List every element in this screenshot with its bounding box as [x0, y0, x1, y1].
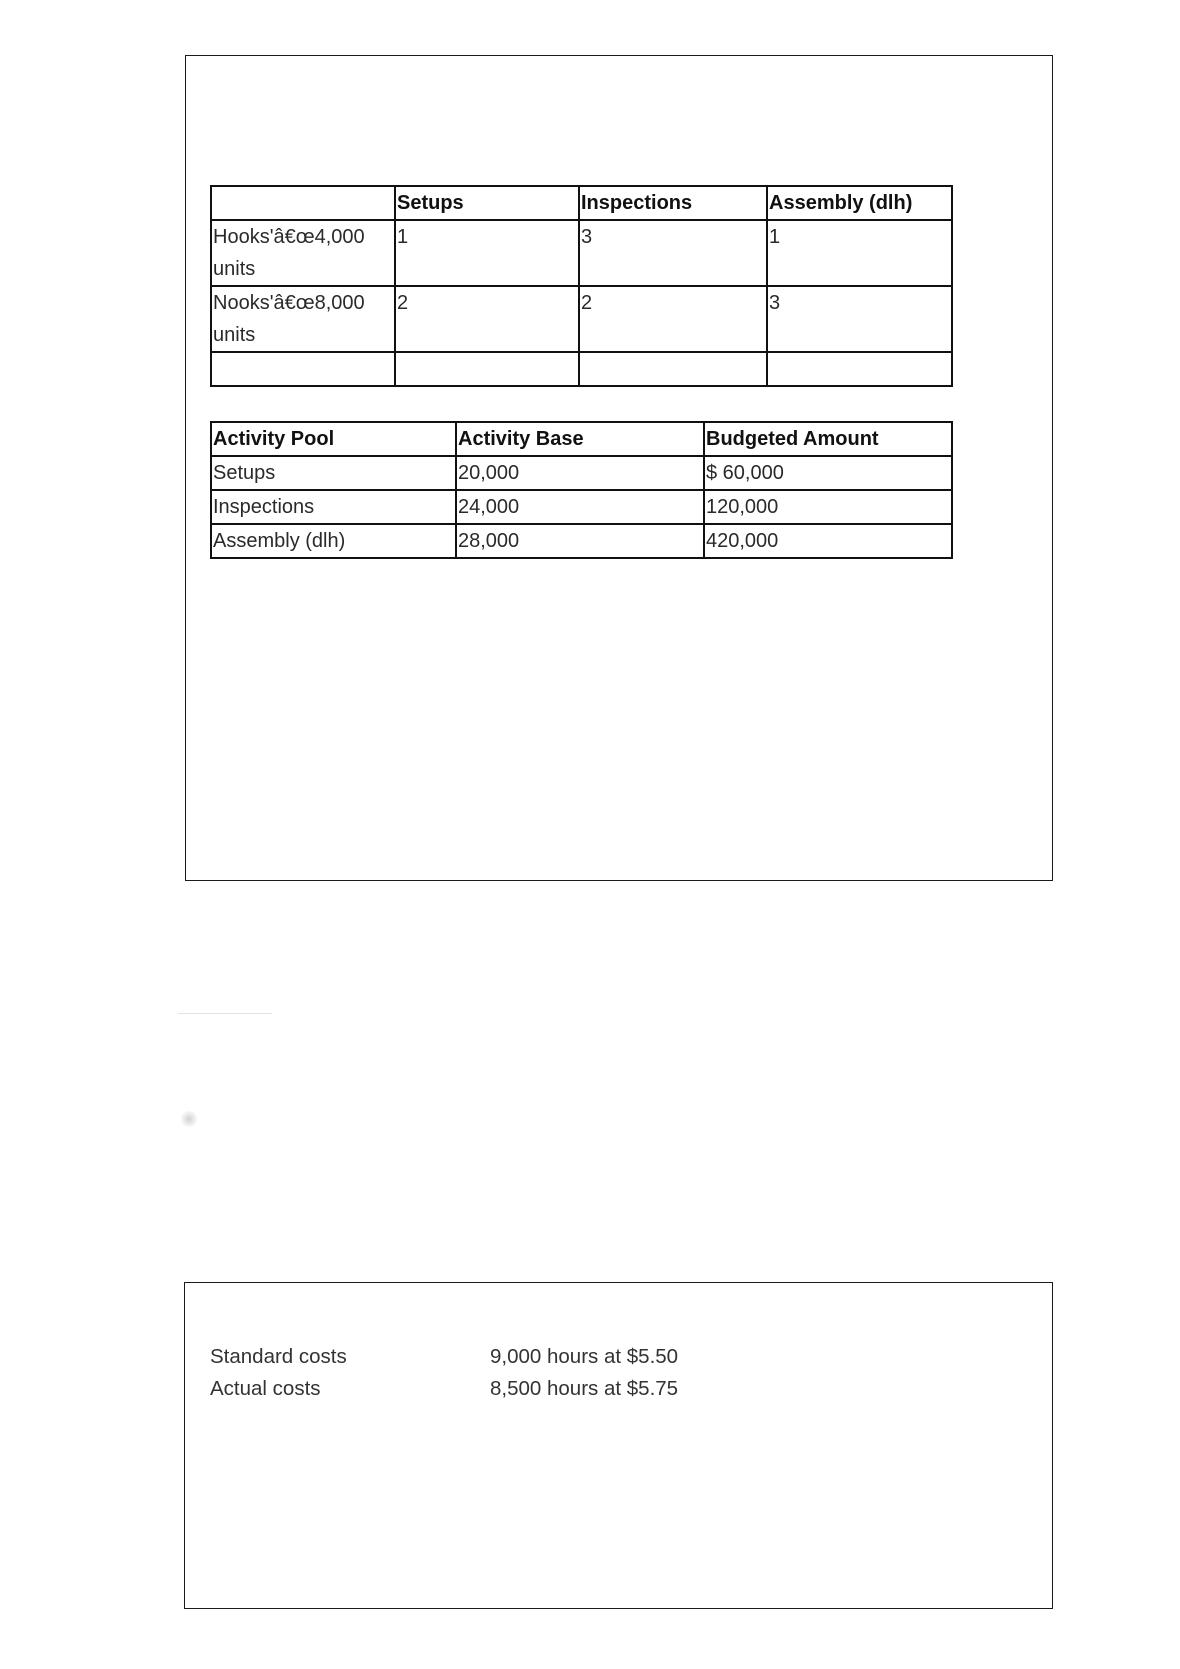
- activity-base-cell: 20,000: [456, 456, 704, 490]
- cost-label: Standard costs: [210, 1345, 347, 1368]
- activity-base-cell: 28,000: [456, 524, 704, 558]
- scan-artifact-line: [178, 1013, 272, 1014]
- activity-pool-cell: Setups: [211, 456, 456, 490]
- table-row: [211, 220, 952, 286]
- setups-cell: [395, 352, 579, 386]
- product-activity-usage-table: [210, 185, 953, 387]
- table-header-row: [211, 186, 952, 220]
- header-cell-assembly: Assembly (dlh): [767, 186, 952, 220]
- activity-pool-cell: Assembly (dlh): [211, 524, 456, 558]
- table-row-empty: [211, 352, 952, 386]
- header-cell-setups: Setups: [395, 186, 579, 220]
- cost-value: 8,500 hours at $5.75: [490, 1377, 679, 1400]
- budgeted-amount-cell: 120,000: [704, 490, 952, 524]
- activity-base-cell: 24,000: [456, 490, 704, 524]
- header-cell-activity-pool: Activity Pool: [211, 422, 456, 456]
- inspections-cell: 3: [579, 220, 767, 286]
- scan-artifact-dot: [181, 1111, 197, 1127]
- cost-value: 9,000 hours at $5.50: [490, 1345, 679, 1368]
- assembly-cell: 3: [767, 286, 952, 352]
- standard-costs-row: [210, 1343, 910, 1371]
- header-cell-inspections: Inspections: [579, 186, 767, 220]
- header-cell-activity-base: Activity Base: [456, 422, 704, 456]
- product-name-cell: Nooks'â€œ8,000 units: [211, 286, 395, 352]
- budgeted-amount-cell: 420,000: [704, 524, 952, 558]
- inspections-cell: [579, 352, 767, 386]
- product-name-cell: [211, 352, 395, 386]
- cost-label: Actual costs: [210, 1377, 321, 1400]
- inspections-cell: 2: [579, 286, 767, 352]
- table-row: [211, 286, 952, 352]
- setups-cell: 2: [395, 286, 579, 352]
- product-name-cell: Hooks'â€œ4,000 units: [211, 220, 395, 286]
- table-row: [211, 490, 952, 524]
- table-row: [211, 524, 952, 558]
- setups-cell: 1: [395, 220, 579, 286]
- problem-frame-bottom: [184, 1282, 1053, 1609]
- header-cell-budgeted-amount: Budgeted Amount: [704, 422, 952, 456]
- activity-pool-cell: Inspections: [211, 490, 456, 524]
- budgeted-amount-cell: $ 60,000: [704, 456, 952, 490]
- activity-pool-budget-table: [210, 421, 953, 559]
- assembly-cell: [767, 352, 952, 386]
- table-row: [211, 456, 952, 490]
- actual-costs-row: [210, 1375, 910, 1403]
- header-cell-product: [211, 186, 395, 220]
- table-header-row: [211, 422, 952, 456]
- assembly-cell: 1: [767, 220, 952, 286]
